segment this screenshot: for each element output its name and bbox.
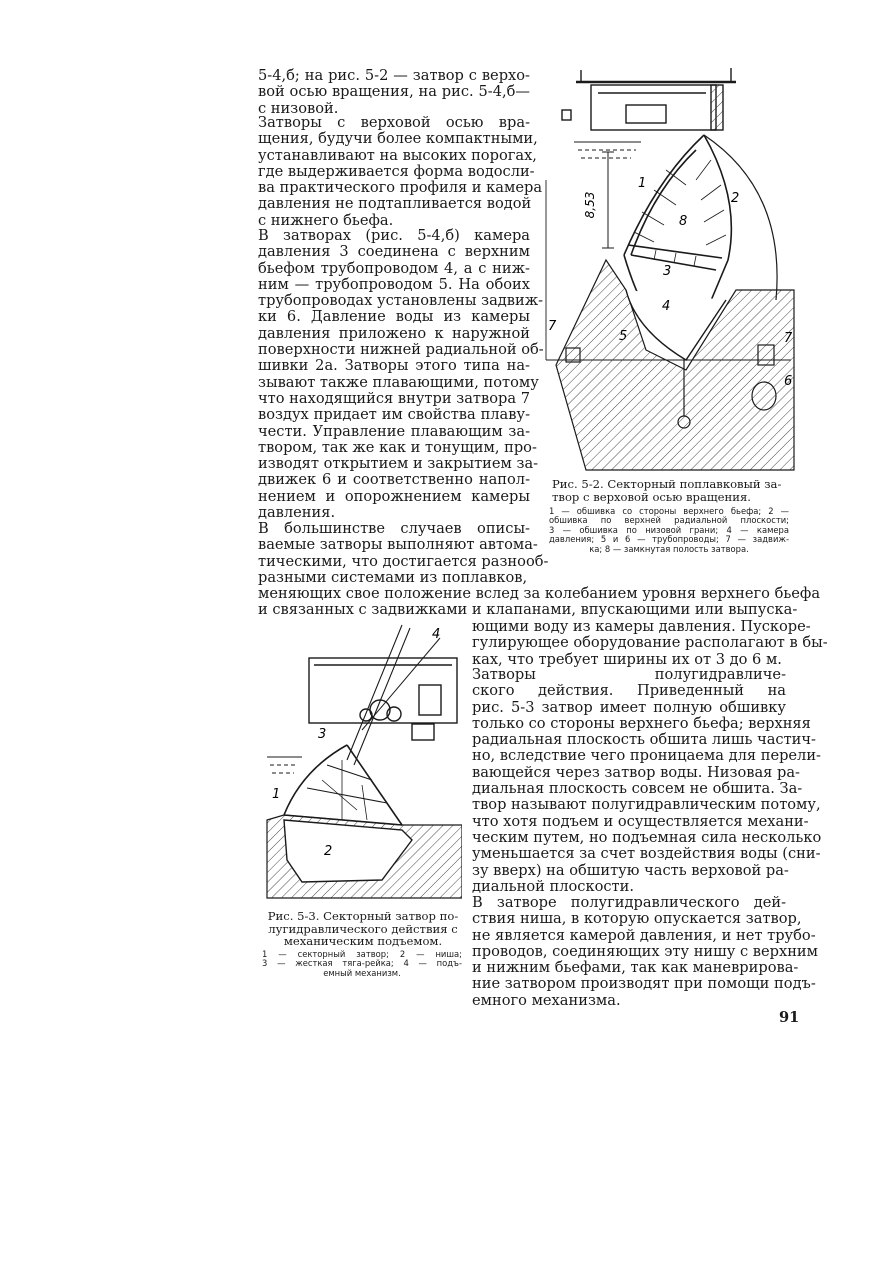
paragraph-automatic xyxy=(258,520,549,586)
text-line: трубопроводах установлены задвиж- xyxy=(258,292,544,310)
figure-5-2-drawing xyxy=(536,60,798,478)
text-line: тическими, что достигается разнооб- xyxy=(258,552,549,570)
figure-5-3-legend xyxy=(262,950,462,978)
text-line: меняющих свое положение вслед за колебанием уровня верхнего бьефа xyxy=(258,585,821,602)
text-line: где выдерживается форма водосли- xyxy=(258,162,535,180)
text-line: Рис. 5-2. Секторный поплавковый за- xyxy=(552,477,782,491)
figure-5-3-drawing xyxy=(262,620,462,905)
text-line: не является камерой давления, и нет трубо- xyxy=(472,926,816,944)
label-7-left: 7 xyxy=(548,319,557,334)
label-2: 2 xyxy=(324,844,333,859)
text-line: В затворе полугидравлического дей- xyxy=(472,894,786,911)
text-line: вающейся через затвор воды. Низовая ра- xyxy=(472,763,800,781)
text-line: обшивка по верхней радиальной плоскости; xyxy=(549,515,789,526)
text-line: Затворы полугидравличе- xyxy=(472,666,786,683)
text-line: емного механизма. xyxy=(472,991,621,1009)
label-4: 4 xyxy=(432,627,441,642)
text-line: емный механизм. xyxy=(323,967,401,978)
paragraph-semi-hydraulic xyxy=(472,666,822,895)
label-5: 5 xyxy=(619,329,628,344)
text-line: лугидравлического действия с xyxy=(268,921,458,936)
text-line: и нижним бьефами, так как маневрирова- xyxy=(472,959,799,977)
text-line: давления. xyxy=(258,504,336,522)
text-line: ках, что требует ширины их от 3 до 6 м. xyxy=(472,650,782,668)
dimension-label: 8,53 xyxy=(583,191,597,219)
text-line: нением и опорожнением камеры xyxy=(258,487,530,505)
label-6: 6 xyxy=(784,374,793,389)
label-3: 3 xyxy=(663,264,672,279)
text-line: но, вследствие чего проницаема для перели- xyxy=(472,747,821,765)
paragraph-regulating-equipment xyxy=(472,618,828,668)
text-line: ка; 8 — замкнутая полость затвора. xyxy=(589,543,749,554)
text-line: твор с верховой осью вращения. xyxy=(552,489,751,504)
text-line: щения, будучи более компактными, xyxy=(258,130,538,148)
text-line: давления 3 соединена с верхним xyxy=(258,243,530,261)
text-line: и связанных с задвижками и клапанами, впускающими или выпуска- xyxy=(258,601,798,619)
text-line: что хотя подъем и осуществляется механи- xyxy=(472,812,809,830)
text-line: 3 — обшивка по низовой грани; 4 — камера xyxy=(549,524,789,535)
text-line: чести. Управление плавающим за- xyxy=(258,422,530,440)
paragraph-intro xyxy=(258,68,530,117)
text-line: шивки 2а. Затворы этого типа на- xyxy=(258,357,530,375)
text-line: разными системами из поплавков, xyxy=(258,568,528,586)
text-line: ним — трубопроводом 5. На обоих xyxy=(258,275,530,293)
paragraph-fullwidth xyxy=(258,585,821,619)
text-line: ствия ниша, в которую опускается затвор, xyxy=(472,910,802,928)
text-line: твором, так же как и тонущим, про- xyxy=(258,438,537,456)
text-line: давления приложено к наружной xyxy=(258,324,530,342)
text-line: рис. 5-3 затвор имеет полную обшивку xyxy=(472,698,786,716)
text-line: 1 — секторный затвор; 2 — ниша; xyxy=(262,949,462,959)
paragraph-niche xyxy=(472,894,818,1009)
text-line: движек 6 и соответственно напол- xyxy=(258,471,530,489)
text-line: ческим путем, но подъемная сила несколько xyxy=(472,828,822,846)
label-2: 2 xyxy=(731,191,740,206)
text-line: устанавливают на высоких порогах, xyxy=(258,146,537,164)
text-line: поверхности нижней радиальной об- xyxy=(258,341,544,359)
text-line: 5-4,б; на рис. 5-2 — затвор с верхо- xyxy=(258,67,530,84)
text-line: ющими воду из камеры давления. Пускоре- xyxy=(472,618,811,635)
text-line: ки 6. Давление воды из камеры xyxy=(258,308,530,326)
text-line: что находящийся внутри затвора 7 xyxy=(258,389,530,407)
page-number: 91 xyxy=(779,1009,800,1026)
text-line: 3 — жесткая тяга-рейка; 4 — подъ- xyxy=(262,958,462,969)
label-1: 1 xyxy=(272,787,281,802)
text-line: диальной плоскости. xyxy=(472,877,634,895)
text-line: ва практического профиля и камера xyxy=(258,179,543,197)
text-line: диальная плоскость совсем не обшита. За- xyxy=(472,780,803,798)
figure-5-3-caption xyxy=(258,910,468,948)
figure-5-2-caption xyxy=(552,478,781,503)
paragraph-pressure-chamber xyxy=(258,227,544,522)
text-line: изводят открытием и закрытием за- xyxy=(258,455,539,473)
text-line: В затворах (рис. 5-4,б) камера xyxy=(258,227,530,244)
label-8: 8 xyxy=(679,214,688,229)
text-line: В большинстве случаев описы- xyxy=(258,520,530,537)
text-line: ваемые затворы выполняют автома- xyxy=(258,536,538,554)
label-4: 4 xyxy=(662,299,671,314)
label-7-right: 7 xyxy=(784,331,793,346)
text-line: Рис. 5-3. Секторный затвор по- xyxy=(267,909,459,923)
figure-5-2-legend xyxy=(549,507,789,554)
text-line: гулирующее оборудование располагают в бы- xyxy=(472,634,828,652)
text-line: давления; 5 и 6 — трубопроводы; 7 — задвиж- xyxy=(549,534,789,545)
text-line: уменьшается за счет воздействия воды (сни- xyxy=(472,845,821,863)
text-line: ского действия. Приведенный на xyxy=(472,682,786,700)
text-line: радиальная плоскость обшита лишь частич- xyxy=(472,731,816,749)
text-line: ние затвором производят при помощи подъ- xyxy=(472,975,816,993)
text-line: вой осью вращения, на рис. 5-4,б— xyxy=(258,83,530,101)
text-line: только со стороны верхнего бьефа; верхняя xyxy=(472,714,811,732)
text-line: давления не подтапливается водой xyxy=(258,195,532,213)
text-line: механическим подъемом. xyxy=(283,934,443,949)
label-1: 1 xyxy=(638,176,647,191)
label-3: 3 xyxy=(318,727,327,742)
text-line: зу вверх) на обшитую часть верховой ра- xyxy=(472,861,789,879)
text-line: проводов, соединяющих эту нишу с верхним xyxy=(472,942,818,960)
text-line: Затворы с верховой осью вра- xyxy=(258,114,530,131)
text-line: воздух придает им свойства плаву- xyxy=(258,406,530,424)
text-line: бьефом трубопроводом 4, а с ниж- xyxy=(258,259,530,277)
text-line: с низовой. xyxy=(258,99,339,117)
text-line: с нижнего бьефа. xyxy=(258,211,394,229)
paragraph-upstream-axis xyxy=(258,114,543,229)
text-line: твор называют полугидравлическим потому, xyxy=(472,796,821,814)
text-line: 1 — обшивка со стороны верхнего бьефа; 2 — xyxy=(549,506,789,516)
text-line: зывают также плавающими, потому xyxy=(258,373,539,391)
